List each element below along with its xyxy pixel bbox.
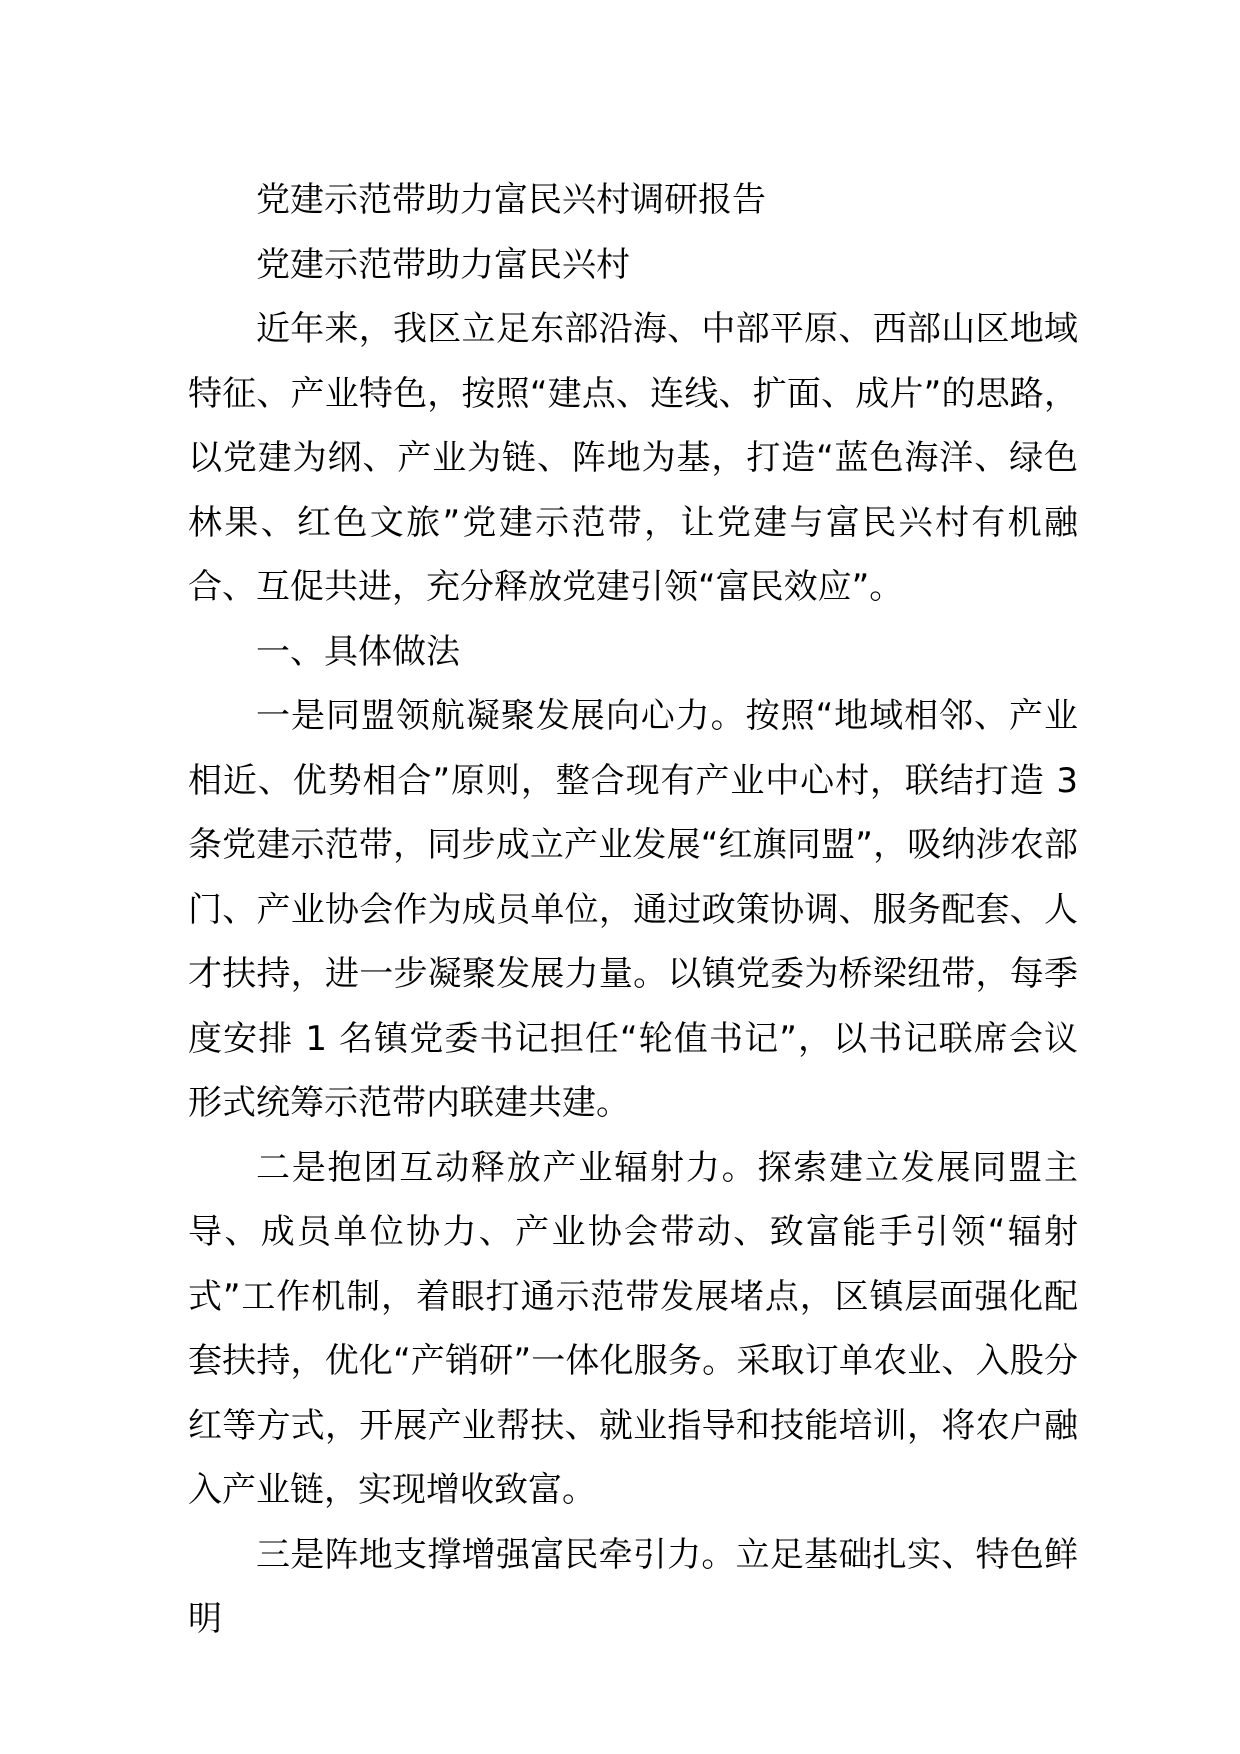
- paragraph-point-two: 二是抱团互动释放产业辐射力。探索建立发展同盟主导、成员单位协力、产业协会带动、致富能手引领“辐射式”工作机制，着眼打通示范带发展堵点，区镇层面强化配套扶持，优化“产销研”一体化服务。采取订单农业、入股分红等方式，开展产业帮扶、就业指导和技能培训，将农户融入产业链，实现增收致富。: [188, 1147, 1078, 1510]
- paragraph-intro: 近年来，我区立足东部沿海、中部平原、西部山区地域特征、产业特色，按照“建点、连线、扩面、成片”的思路，以党建为纲、产业为链、阵地为基，打造“蓝色海洋、绿色林果、红色文旅”党建示范带，让党建与富民兴村有机融合、互促共进，充分释放党建引领“富民效应”。: [188, 309, 1078, 607]
- document-subtitle: 党建示范带助力富民兴村: [256, 244, 630, 285]
- paragraph-point-three: 三是阵地支撑增强富民牵引力。立足基础扎实、特色鲜明: [188, 1534, 1078, 1639]
- document-title: 党建示范带助力富民兴村调研报告: [256, 180, 766, 220]
- document-body: [188, 168, 1089, 1652]
- paragraph-point-one: 一是同盟领航凝聚发展向心力。按照“地域相邻、产业相近、优势相合”原则，整合现有产业中心村，联结打造 3 条党建示范带，同步成立产业发展“红旗同盟”，吸纳涉农部门、产业协会作为成员单位，通过政策协调、服务配套、人才扶持，进一步凝聚发展力量。以镇党委为桥梁纽带，每季度安排 1 名镇党委书记担任“轮值书记”，以书记联席会议形式统筹示范带内联建共建。: [188, 696, 1089, 1123]
- section-heading: 一、具体做法: [256, 631, 460, 672]
